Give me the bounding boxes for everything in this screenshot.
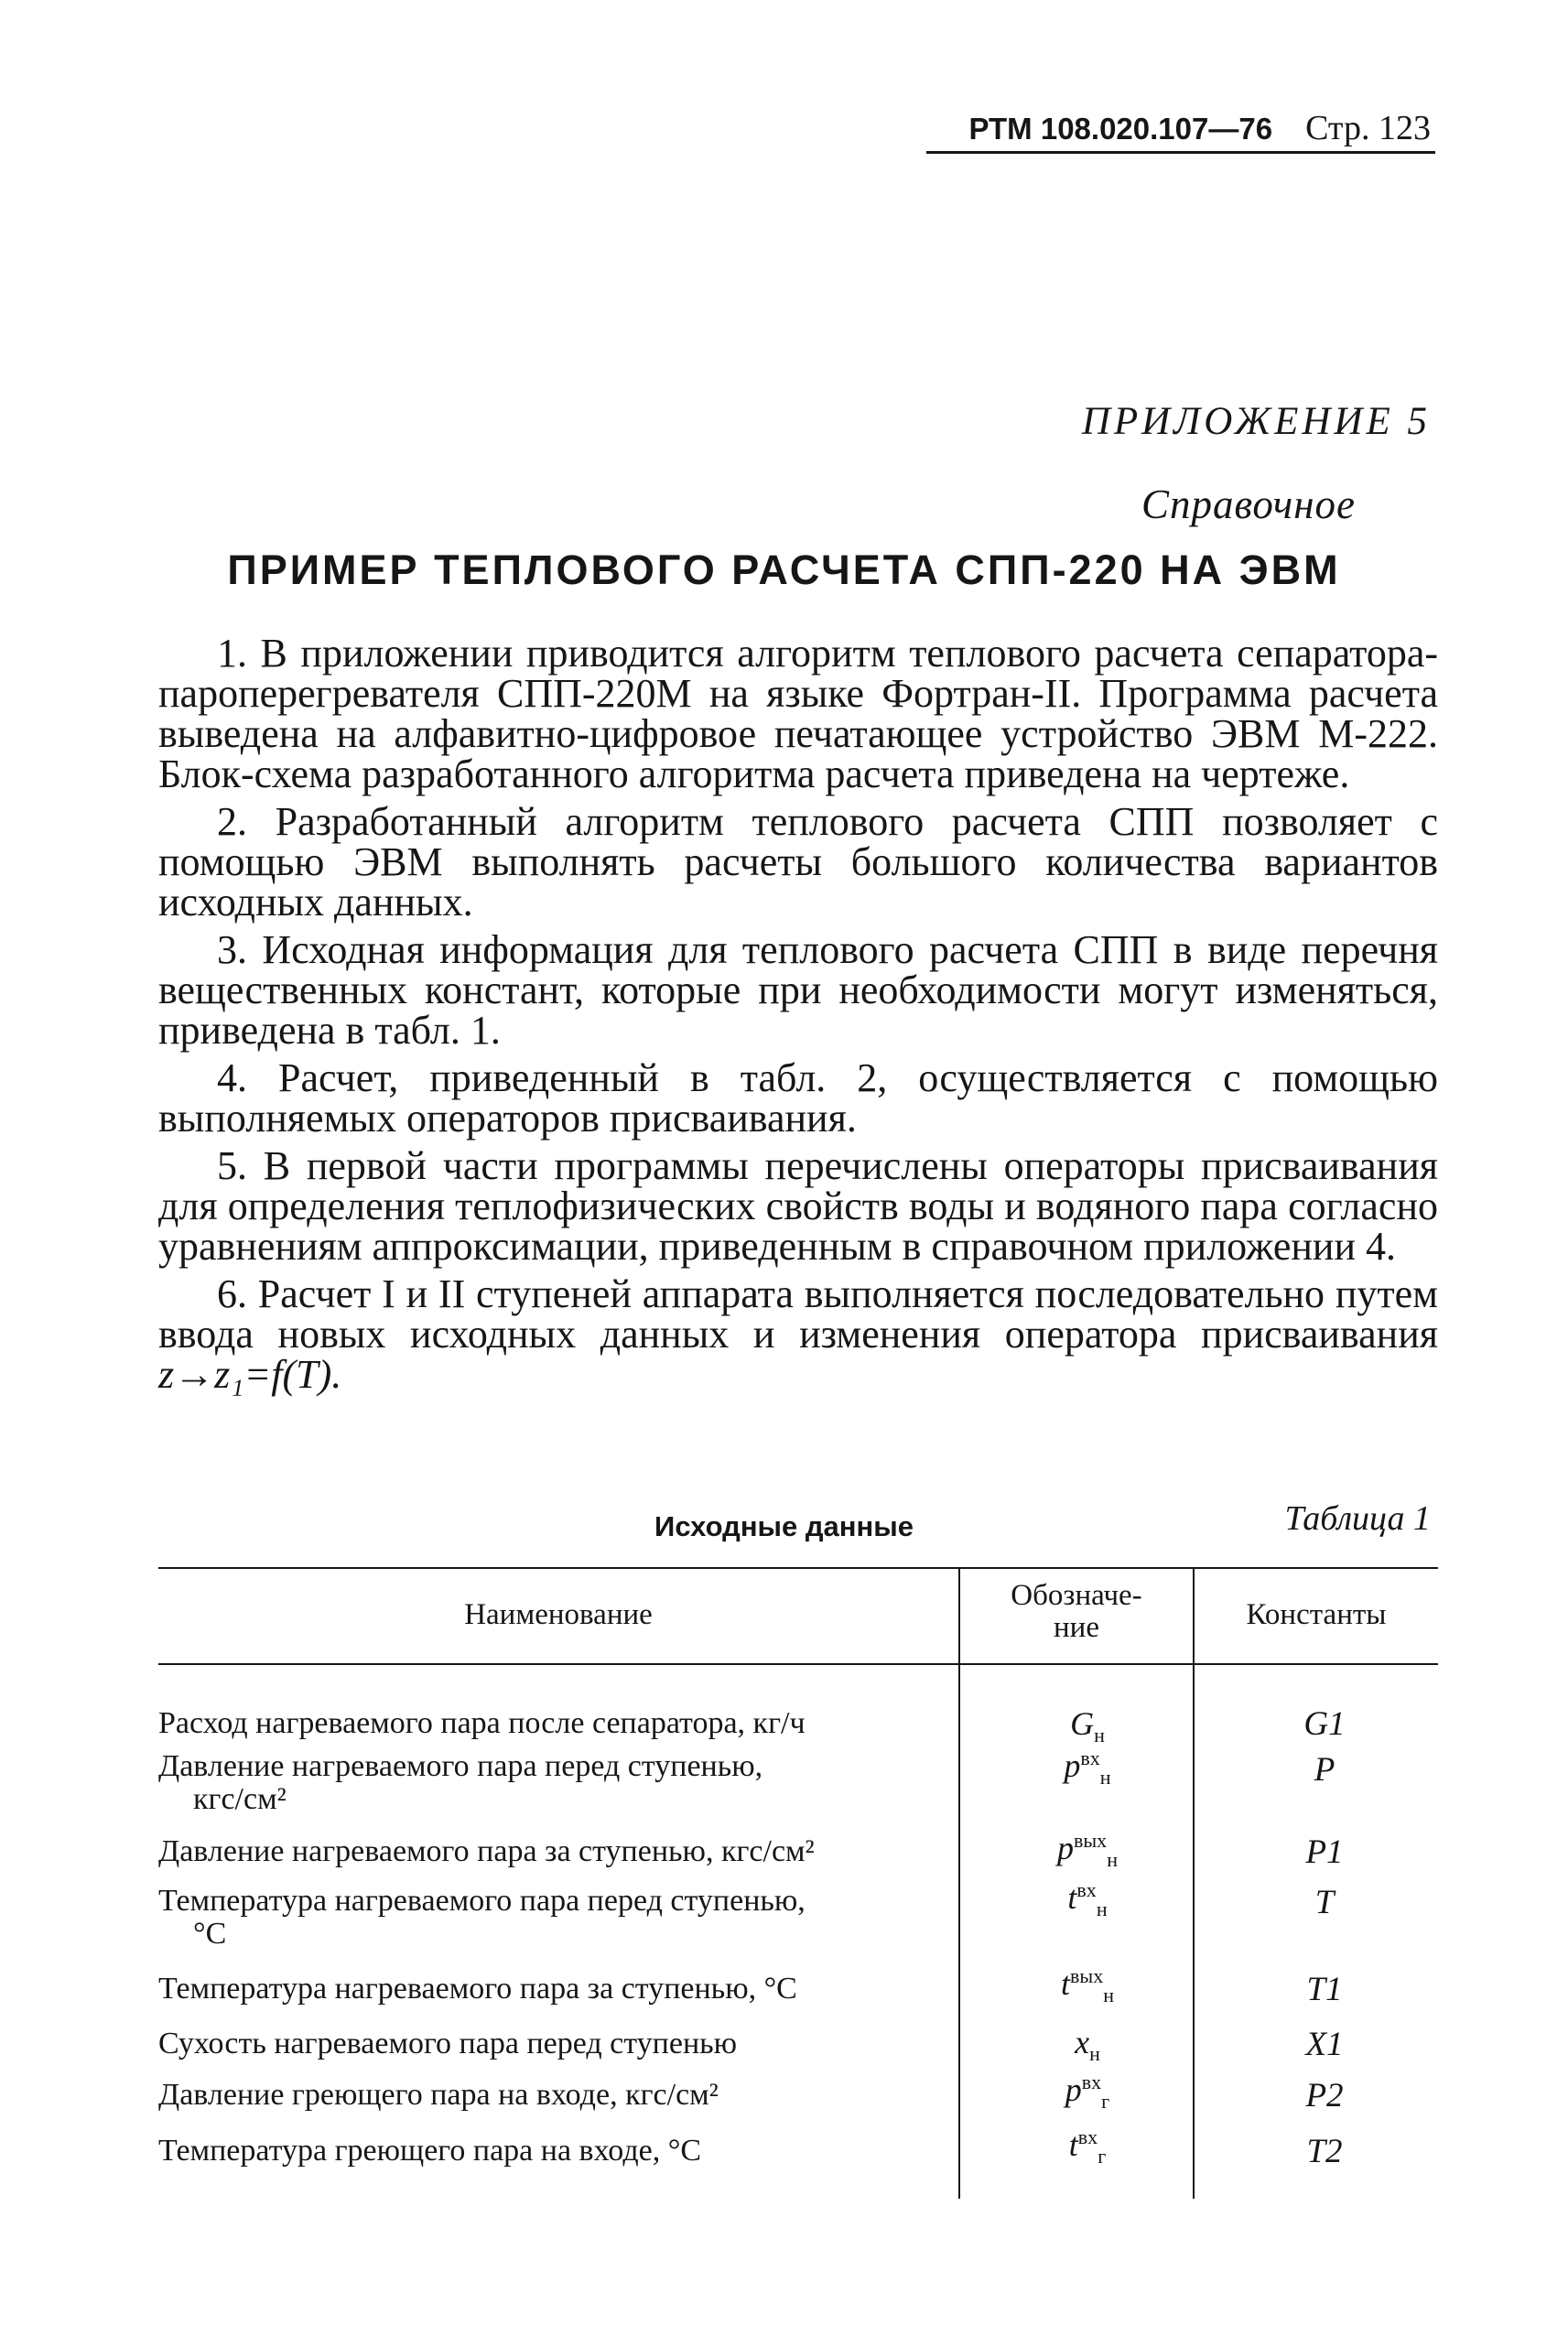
row-2-symbol: $p^{вх}_н$ [1064,1746,1111,1790]
assignment-formula: z→z₁=f(T). [158,1352,342,1397]
page-number: Стр. 123 [1305,109,1431,147]
row-2-constant: P [1314,1751,1336,1789]
row-6-symbol: $x_н$ [1075,2024,1100,2066]
table-header-rule [158,1663,1438,1665]
table-title: Исходные данные [654,1510,914,1542]
column-divider-1 [958,1567,960,2199]
page-title: ПРИМЕР ТЕПЛОВОГО РАСЧЕТА СПП-220 НА ЭВМ [227,546,1341,593]
row-4-name: Температура нагреваемого пара перед ступенью, °C [158,1884,806,1951]
row-8-name: Температура греющего пара на входе, °C [158,2134,701,2168]
paragraph-4: 4. Расчет, приведенный в табл. 2, осуществляется с помощью выполняемых операторов присваивания. [158,1055,1438,1141]
row-8-symbol: $t^{вх}_г$ [1068,2125,1107,2168]
paragraph-5: 5. В первой части программы перечислены операторы присваивания для определения теплофизических свойств воды и водяного пара согласно уравнениям аппроксимации, приведенным в справочном приложении 4. [158,1143,1438,1269]
document-code: РТМ 108.020.107—76 [968,112,1273,146]
header-symbol: Обозначе- ние [1011,1579,1142,1644]
row-5-symbol: $t^{вых}_н$ [1061,1964,1114,2007]
row-1-name: Расход нагреваемого пара после сепаратора, кг/ч [158,1706,806,1740]
row-6-name: Сухость нагреваемого пара перед ступенью [158,2027,738,2060]
row-8-constant: T2 [1306,2133,1343,2170]
header-rule [926,151,1435,154]
row-4-symbol: $t^{вх}_н$ [1067,1878,1108,1921]
paragraph-1: 1. В приложении приводится алгоритм теплового расчета сепаратора-пароперегревателя СПП-220М на языке Фортран-II. Программа расчета выведена на алфавитно-цифровое печатающее устройство ЭВМ М-222. Блок-схема разработанного алгоритма расчета приведена на чертеже. [158,631,1438,796]
header-name: Наименование [464,1598,653,1631]
table-caption: Таблица 1 [1284,1499,1431,1538]
header-constant: Константы [1246,1598,1387,1631]
paragraph-2: 2. Разработанный алгоритм теплового расчета СПП позволяет с помощью ЭВМ выполнять расчеты большого количества вариантов исходных данных. [158,799,1438,925]
row-3-constant: P1 [1305,1833,1344,1871]
row-4-constant: T [1314,1884,1335,1921]
row-2-name: Давление нагреваемого пара перед ступенью, кгс/см² [158,1749,763,1816]
row-6-constant: X1 [1305,2026,1344,2063]
row-7-name: Давление греющего пара на входе, кгс/см² [158,2078,719,2112]
reference-label: Справочное [1141,481,1356,527]
appendix-label: ПРИЛОЖЕНИЕ 5 [1081,400,1431,443]
body-text [158,633,1438,1402]
table-top-rule [158,1567,1438,1569]
row-1-constant: G1 [1303,1705,1346,1743]
row-5-name: Температура нагреваемого пара за ступенью, °C [158,1972,797,2006]
paragraph-3: 3. Исходная информация для теплового расчета СПП в виде перечня вещественных констант, которые при необходимости могут изменяться, приведена в табл. 1. [158,927,1438,1053]
row-7-constant: P2 [1305,2077,1344,2114]
row-7-symbol: $p^{вх}_г$ [1065,2071,1110,2114]
paragraph-6-text: 6. Расчет I и II ступеней аппарата выполняется последовательно путем ввода новых исходных данных и изменения оператора присваивания [158,1271,1438,1357]
row-1-symbol: $G_н$ [1070,1705,1105,1747]
input-data-table [158,1567,1438,2199]
row-5-constant: T1 [1306,1971,1343,2008]
row-3-symbol: $p^{вых}_н$ [1057,1829,1118,1872]
paragraph-6 [158,1271,1438,1397]
row-3-name: Давление нагреваемого пара за ступенью, кгс/см² [158,1834,815,1868]
running-header [968,108,1431,148]
